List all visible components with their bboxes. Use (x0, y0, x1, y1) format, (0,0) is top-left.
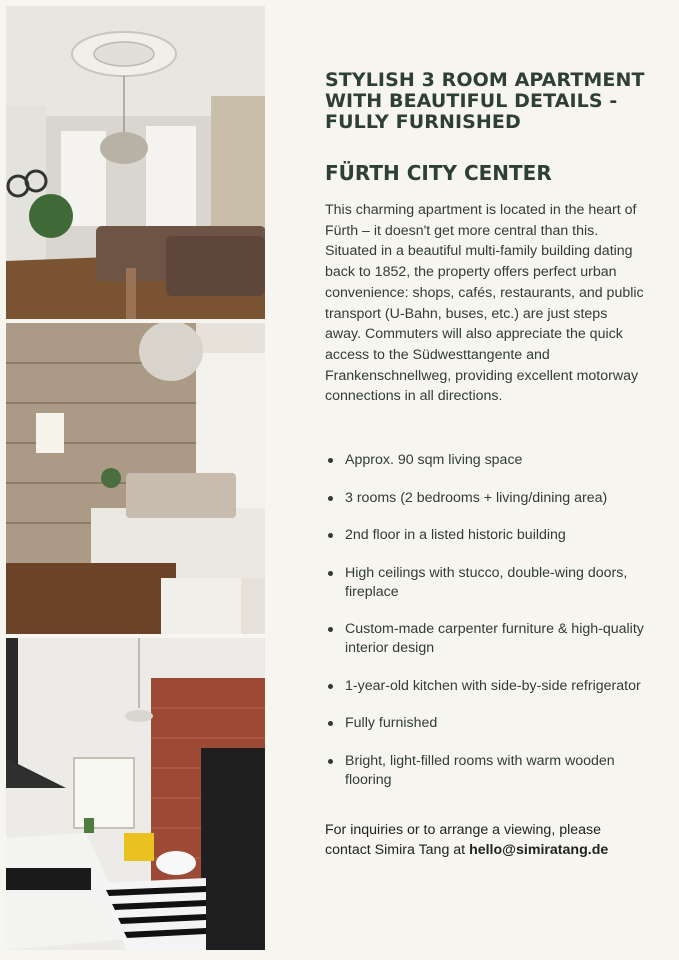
list-item (325, 752, 645, 790)
listing-content (325, 70, 645, 860)
contact-text: For inquiries or to arrange a viewing, please contact Simira Tang at (325, 821, 602, 858)
list-item (325, 564, 645, 602)
living-room-photo (6, 6, 265, 319)
bullet-icon (328, 458, 333, 463)
bullet-icon (328, 533, 333, 538)
bedroom-photo (6, 323, 265, 634)
list-item (325, 714, 645, 733)
bullet-icon (328, 684, 333, 689)
feature-text: Fully furnished (345, 715, 438, 732)
bullet-icon (328, 721, 333, 726)
list-item (325, 620, 645, 658)
contact-paragraph (325, 820, 645, 860)
contact-email-link[interactable]: hello@simiratang.de (469, 841, 609, 858)
kitchen-photo (6, 638, 265, 950)
feature-text: 2nd floor in a listed historic building (345, 527, 566, 544)
location-subtitle: FÜRTH CITY CENTER (325, 161, 552, 185)
list-item (325, 451, 645, 470)
list-item (325, 489, 645, 508)
feature-text: 3 rooms (2 bedrooms + living/dining area) (345, 489, 608, 506)
feature-text: 1-year-old kitchen with side-by-side refrigerator (345, 677, 641, 694)
bullet-icon (328, 571, 333, 576)
intro-paragraph: This charming apartment is located in the heart of Fürth – it doesn't get more central than this. Situated in a beautiful multi-family building dating back to 1852, the property offers perfect urban convenience: shops, cafés, restaurants, and public transport (U-Bahn, buses, etc.) are just steps away. Commuters will also appreciate the quick access to the Südwesttangente and Frankenschnellweg, providing excellent motorway connections in all directions. (325, 202, 644, 405)
bullet-icon (328, 496, 333, 501)
feature-text: Approx. 90 sqm living space (345, 452, 523, 469)
list-item (325, 526, 645, 545)
list-item (325, 677, 645, 696)
feature-text: Bright, light-filled rooms with warm wooden flooring (345, 752, 615, 788)
feature-text: High ceilings with stucco, double-wing doors, fireplace (345, 564, 628, 600)
feature-text: Custom-made carpenter furniture & high-quality interior design (345, 621, 644, 657)
feature-list (325, 451, 645, 790)
bullet-icon (328, 759, 333, 764)
bullet-icon (328, 627, 333, 632)
listing-title: STYLISH 3 ROOM APARTMENT WITH BEAUTIFUL DETAILS - FULLY FURNISHED (325, 69, 645, 133)
